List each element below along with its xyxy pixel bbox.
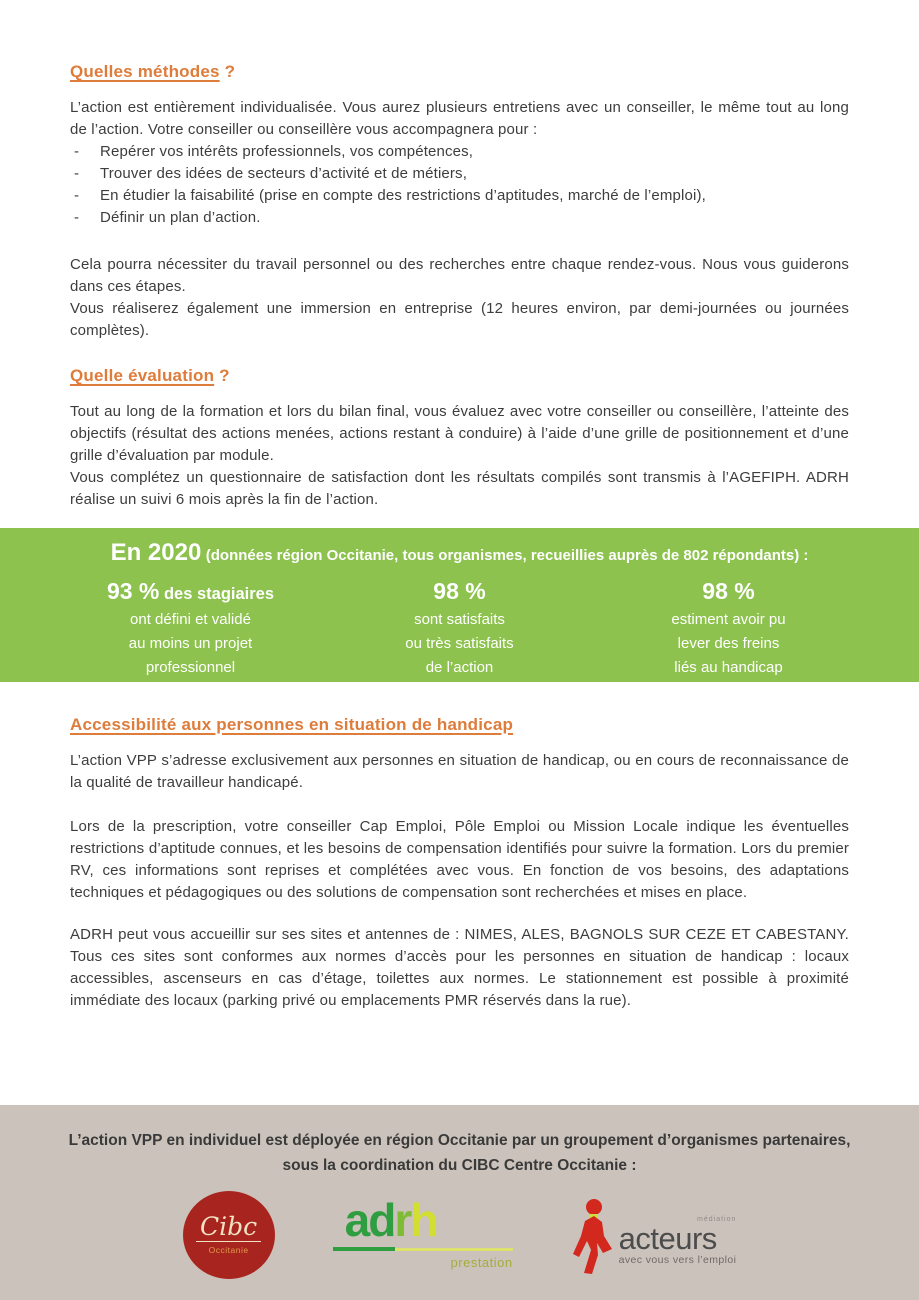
accessibility-paragraph-1: L’action VPP s’adresse exclusivement aux personnes en situation de handicap, ou en cours de reconnaissance de la qualité de travailleur handicapé. [70,752,849,791]
stat-caption-line: professionnel [145,659,236,676]
stat-caption-line: au moins un projet [128,635,253,652]
cibc-logo-region: Occitanie [208,1245,249,1255]
footer-text-line-1: L’action VPP en individuel est déployée en région Occitanie par un groupement d’organismes partenaires, [68,1132,851,1149]
stat-caption-line: de l’action [425,659,494,676]
acteurs-logo-tagline: avec vous vers l’emploi [618,1254,737,1266]
stat-caption-line: liés au handicap [674,659,783,676]
bullet-dash: - [74,165,80,182]
methods-paragraph-3: Vous réaliserez également une immersion en entreprise (12 heures environ, par demi-journées ou journées complètes). [70,300,849,339]
section-methods [70,0,849,511]
stat-value: 93 % des stagiaires [106,578,275,604]
stats-columns [0,567,919,680]
bullet-dash: - [74,209,80,226]
stat-value: 98 % [702,578,755,604]
evaluation-paragraph-2: Vous complétez un questionnaire de satisfaction dont les résultats compilés sont transmis à l’AGEFIPH. ADRH réalise un suivi 6 mois après la fin de l’action. [70,469,849,508]
adrh-prestation-logo [333,1195,513,1275]
cibc-occitanie-logo [183,1191,275,1279]
accessibility-paragraph-3: ADRH peut vous accueillir sur ses sites et antennes de : NIMES, ALES, BAGNOLS SUR CEZE ET CABESTANY. Tous ces sites sont conformes aux normes d’accès pour les personnes en situation de handicap : locaux accessibles, ascenseurs en cas d’étage, toilettes aux normes. Le stationnement est possible à proximité immédiate des locaux (parking privé ou emplacements PMR réservés dans la rue). [70,926,849,1009]
stats-banner [0,528,919,682]
stat-column-1 [56,577,325,680]
adrh-logo-tagline: prestation [450,1255,513,1270]
stat-value: 98 % [433,578,486,604]
stats-banner-year: En 2020 [110,539,202,566]
list-item [70,141,849,163]
bullet-text: En étudier la faisabilité (prise en compte des restrictions d’aptitudes, marché de l’emploi), [100,187,706,204]
bullet-text: Trouver des idées de secteurs d’activité et de métiers, [100,165,468,182]
cibc-logo-wordmark: Cibc [196,1215,261,1242]
stat-caption-line: ou très satisfaits [405,635,514,652]
accessibility-paragraph-2: Lors de la prescription, votre conseiller Cap Emploi, Pôle Emploi ou Mission Locale indique les éventuelles restrictions d’aptitude connues, et les besoins de compensation identifiés pour suivre la formation. Lors du premier RV, ces informations sont reprises et complétées avec vous. En fonction de vos besoins, des adaptations techniques et pédagogiques ou des solutions de compensation sont recherchées et mises en place. [70,818,849,901]
adrh-logo-wordmark: adrh [344,1194,437,1246]
list-item [70,185,849,207]
stat-column-2 [325,577,594,680]
adrh-logo-underline-yellow [395,1248,513,1251]
partners-footer [0,1105,919,1300]
adrh-logo-underline-green [333,1247,395,1251]
methods-bullet-list [70,141,849,229]
bullet-text: Définir un plan d’action. [100,209,261,226]
acteurs-logo-toptext: médiation [697,1216,737,1223]
accessibility-heading: Accessibilité aux personnes en situation de handicap [70,715,514,734]
evaluation-paragraph-1: Tout au long de la formation et lors du bilan final, vous évaluez avec votre conseiller ou conseillère, l’atteinte des objectifs (résultat des actions menées, actions restant à conduire) à l’aide d’une grille de positionnement et d’une grille d’évaluation par module. [70,403,849,464]
stats-banner-title [0,539,919,567]
footer-text-line-2: sous la coordination du CIBC Centre Occitanie : [282,1157,637,1174]
stat-caption-line: ont défini et validé [130,611,251,628]
stat-caption-line: estiment avoir pu [671,611,786,628]
bullet-dash: - [74,187,80,204]
stats-banner-subtitle: (données région Occitanie, tous organismes, recueillies auprès de 802 répondants) : [205,547,809,564]
list-item [70,207,849,229]
acteurs-logo-text [619,1216,737,1278]
acteurs-logo-wordmark: acteurs [618,1221,717,1256]
stat-column-3 [594,577,863,680]
methods-heading: Quelles méthodes ? [70,62,236,81]
methods-intro: L’action est entièrement individualisée. Vous aurez plusieurs entretiens avec un conseiller, le même tout au long de l’action. Votre conseiller ou conseillère vous accompagnera pour : [70,99,849,138]
list-item [70,163,849,185]
methods-paragraph-2: Cela pourra nécessiter du travail personnel ou des recherches entre chaque rendez-vous. Nous vous guiderons dans ces étapes. [70,256,849,295]
walking-person-icon [571,1198,617,1278]
bullet-dash: - [74,143,80,160]
partner-logos [0,1191,919,1279]
section-accessibility [70,682,849,1012]
stat-caption-line: sont satisfaits [414,611,505,628]
evaluation-heading: Quelle évaluation ? [70,366,230,385]
bullet-text: Repérer vos intérêts professionnels, vos compétences, [100,143,474,160]
stat-caption-line: lever des freins [677,635,780,652]
acteurs-logo [571,1192,737,1278]
